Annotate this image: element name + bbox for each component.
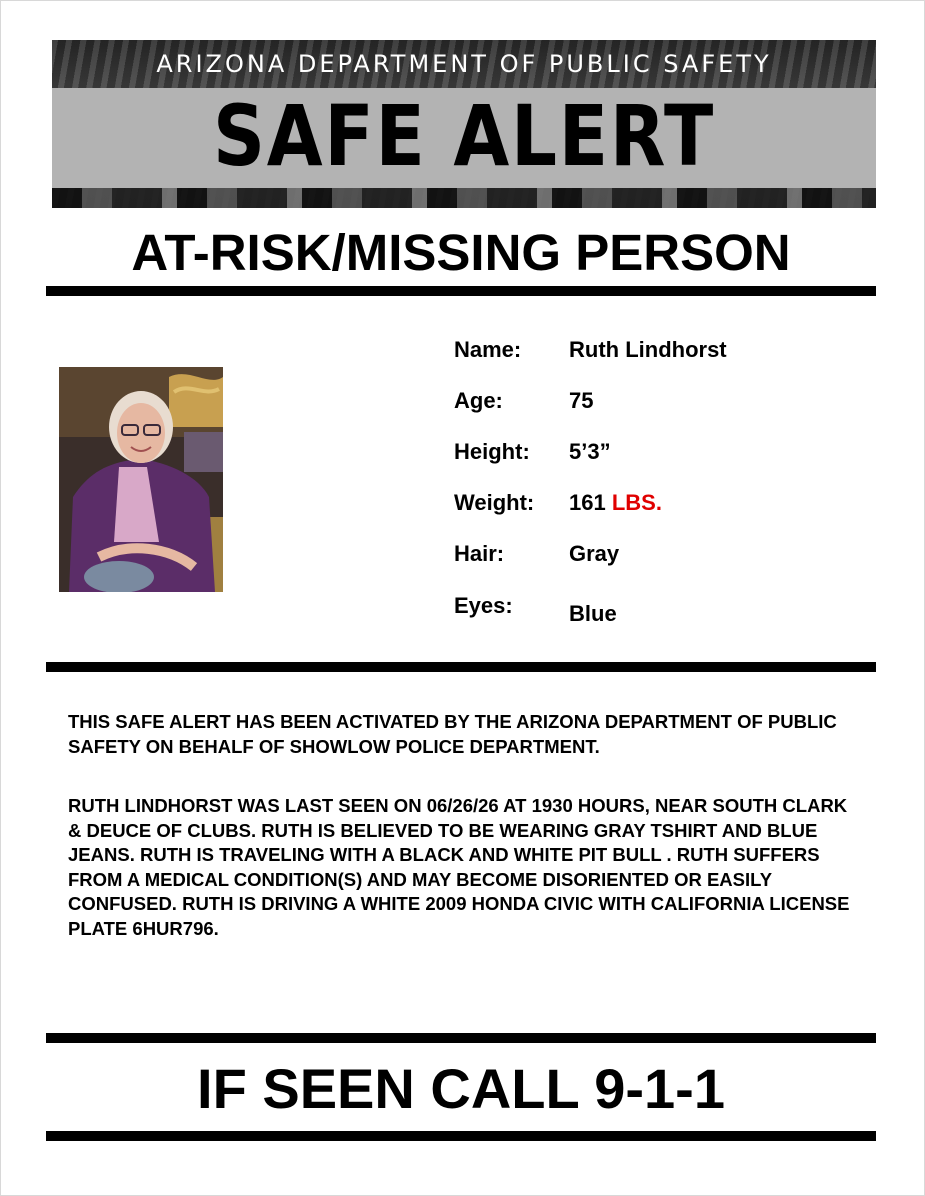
divider-top xyxy=(46,286,876,296)
age-label: Age: xyxy=(454,388,503,413)
portrait-image xyxy=(59,367,223,592)
height-label: Height: xyxy=(454,439,530,464)
call-to-action: IF SEEN CALL 9-1-1 xyxy=(197,1057,725,1120)
name-label: Name: xyxy=(454,337,522,362)
banner-decoration xyxy=(52,188,876,208)
divider-lower xyxy=(46,1033,876,1043)
description-paragraph: RUTH LINDHORST WAS LAST SEEN ON 06/26/26 AT 1930 HOURS, NEAR SOUTH CLARK & DEUCE OF CLUBS. RUTH IS BELIEVED TO BE WEARING GRAY TSHIRT AND BLUE JEANS. RUTH IS TRAVELING WITH A BLACK AND WHITE PIT BULL . RUTH SUFFERS FROM A MEDICAL CONDITION(S) AND MAY BECOME DISORIENTED OR EASILY CONFUSED. RUTH IS DRIVING A WHITE 2009 HONDA CIVIC WITH CALIFORNIA LICENSE PLATE 6HUR796. xyxy=(68,795,850,939)
weight-value xyxy=(569,490,662,516)
page-headline: AT-RISK/MISSING PERSON xyxy=(131,224,791,281)
name-value: Ruth Lindhorst xyxy=(569,337,727,362)
height-value: 5’3” xyxy=(569,439,611,464)
weight-unit: LBS. xyxy=(611,490,662,515)
header-banner xyxy=(52,40,876,208)
alert-title: SAFE ALERT xyxy=(213,87,715,185)
age-value: 75 xyxy=(569,388,594,413)
person-photo xyxy=(59,367,223,592)
activation-paragraph: THIS SAFE ALERT HAS BEEN ACTIVATED BY THE ARIZONA DEPARTMENT OF PUBLIC SAFETY ON BEHALF OF SHOWLOW POLICE DEPARTMENT. xyxy=(68,711,837,757)
divider-bottom xyxy=(46,1131,876,1141)
eyes-label: Eyes: xyxy=(454,593,513,618)
department-name: ARIZONA DEPARTMENT OF PUBLIC SAFETY xyxy=(156,50,772,78)
divider-middle xyxy=(46,662,876,672)
hair-label: Hair: xyxy=(454,541,505,566)
weight-label: Weight: xyxy=(454,490,535,515)
hair-value: Gray xyxy=(569,541,620,566)
weight-number: 161 xyxy=(569,490,606,515)
eyes-value: Blue xyxy=(569,601,617,626)
